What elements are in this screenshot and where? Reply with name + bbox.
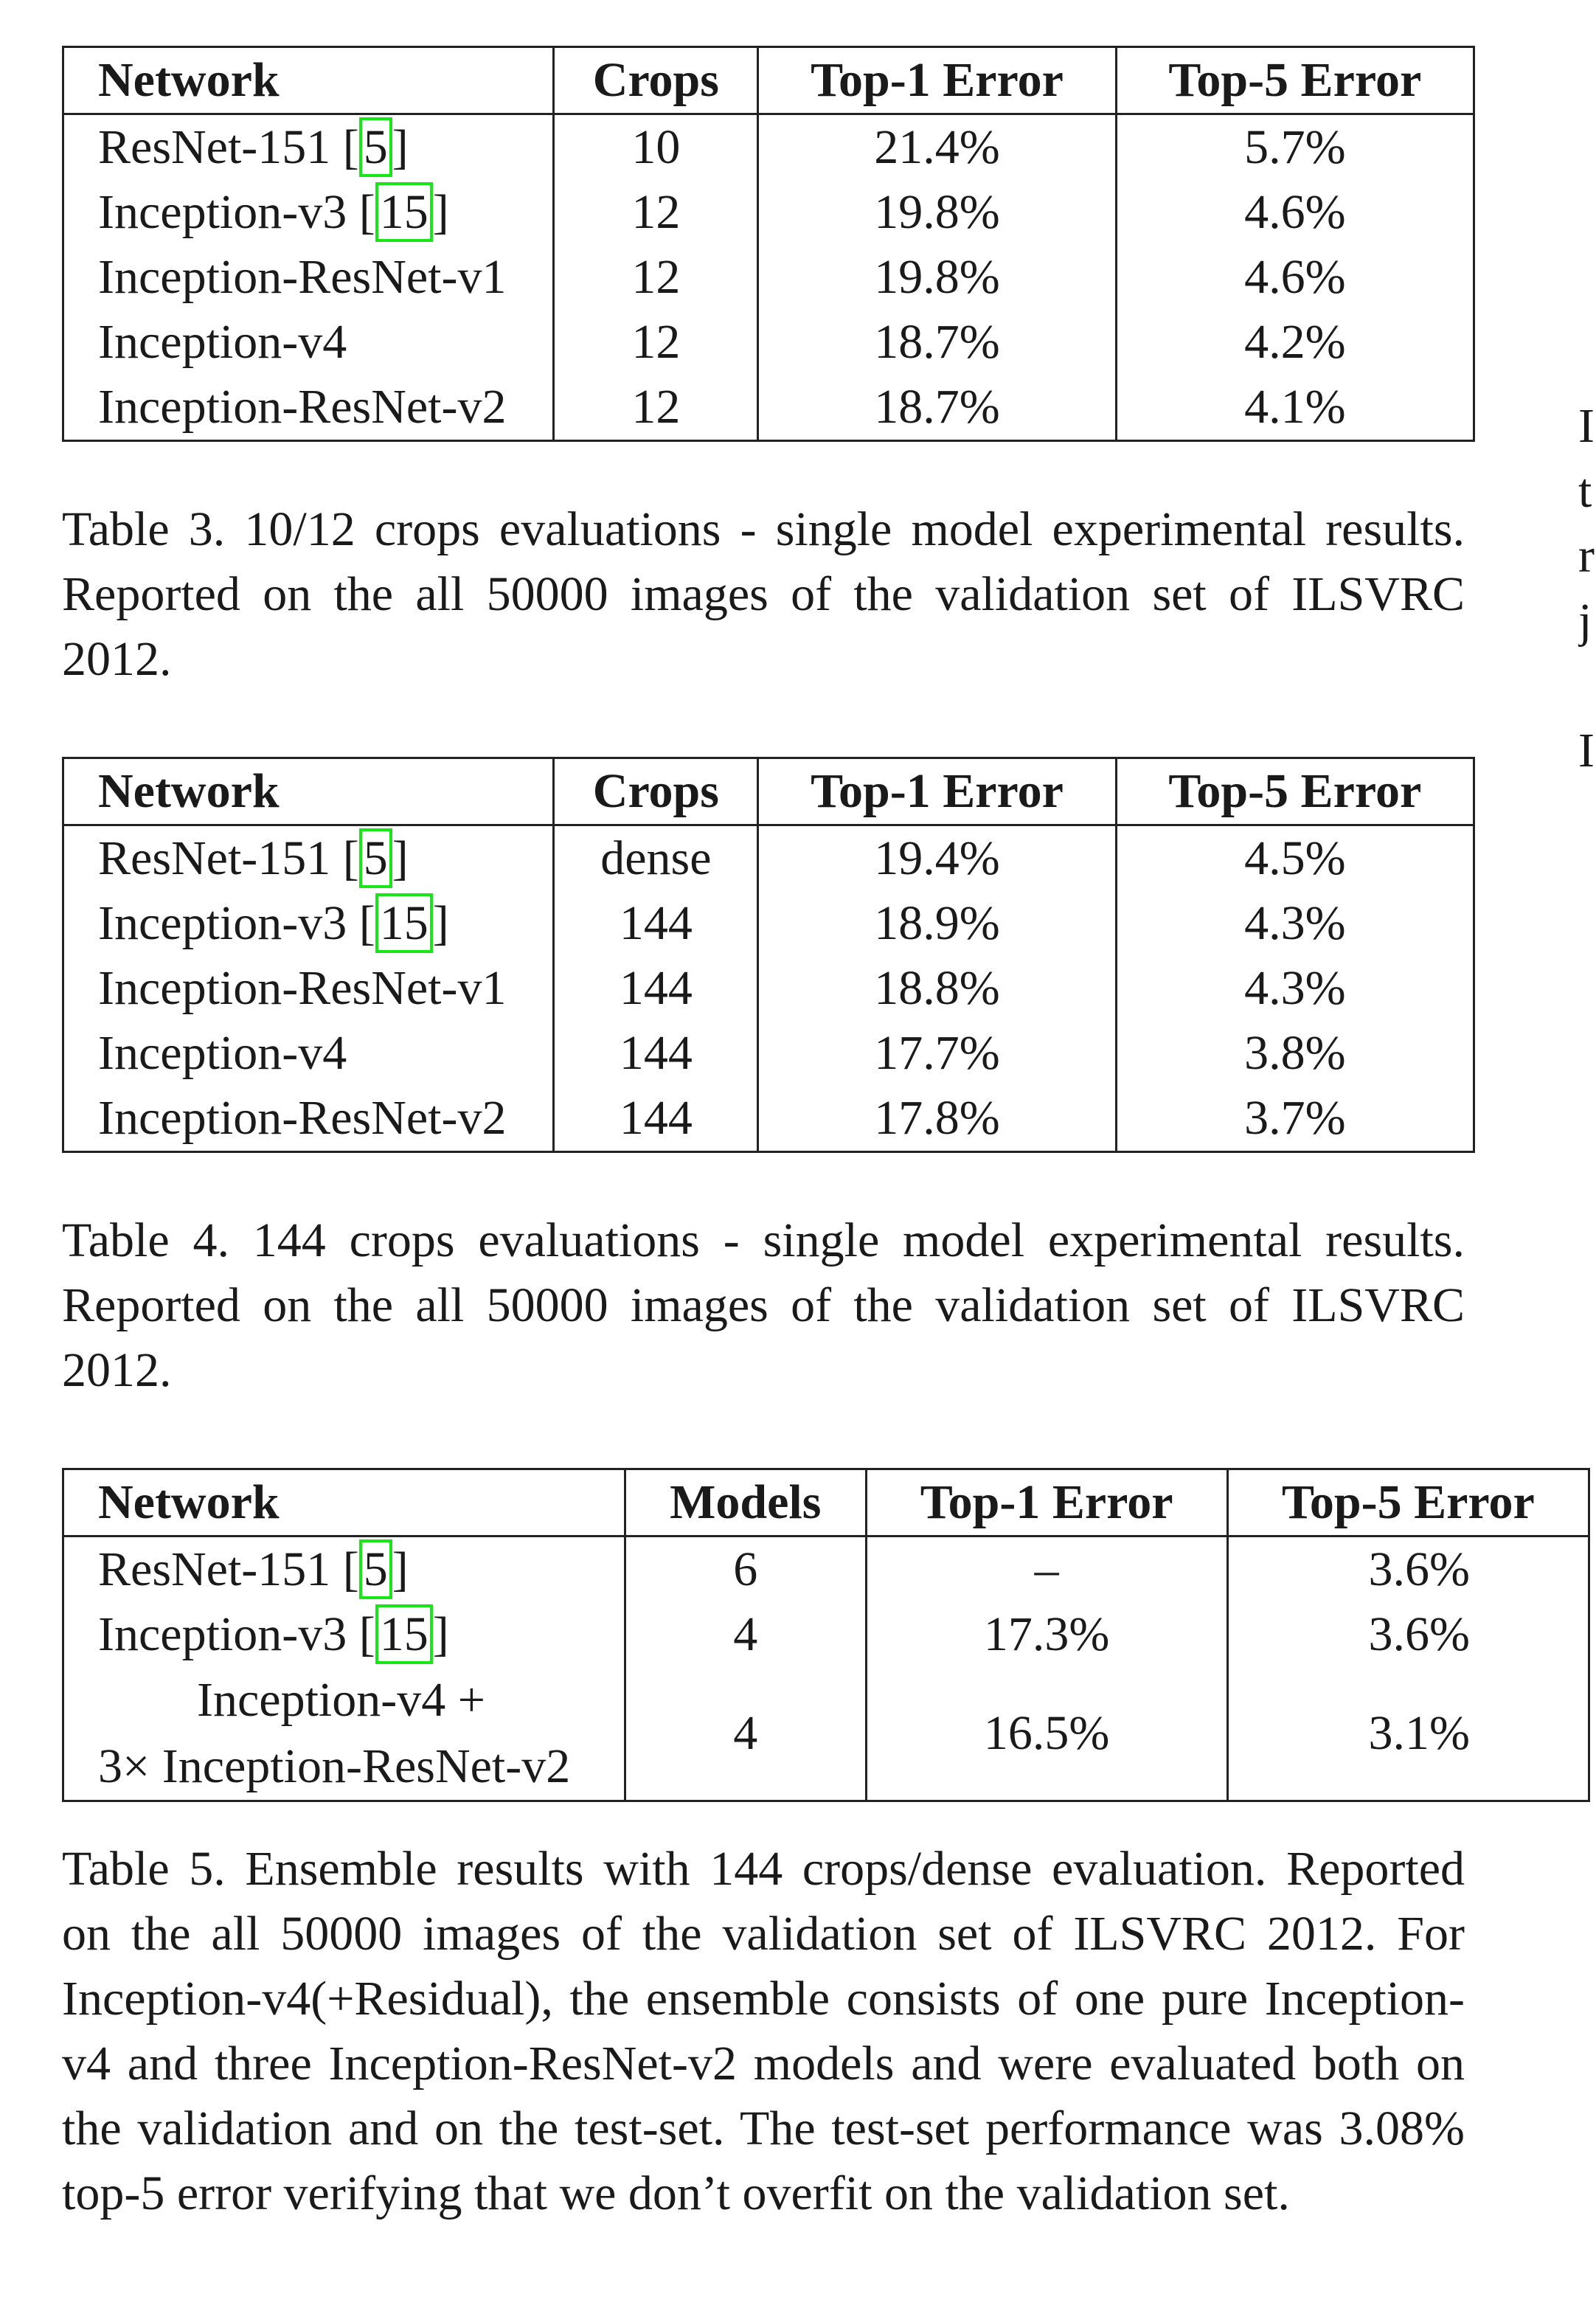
- table-4: [62, 757, 1475, 1153]
- table-5-caption: Table 5. Ensemble results with 144 crops/dense evaluation. Reported on the all 50000 images of the validation set of ILSVRC 2012. For Inception-v4(+Residual), the ensemble consists of one pure Inception-v4 and three Inception-ResNet-v2 models and were evaluated both on the validation and on the test-set. The test-set performance was 3.08% top-5 error verifying that we don’t overfit on the validation set.: [62, 1842, 1465, 2220]
- citation-link[interactable]: 15: [375, 1604, 433, 1664]
- top5-cell: 3.8%: [1116, 1021, 1474, 1086]
- models-cell: 4: [625, 1667, 866, 1801]
- header-top1: Top-1 Error: [866, 1469, 1227, 1536]
- network-cell: Inception-ResNet-v2: [98, 1091, 507, 1145]
- top1-cell: 18.7%: [758, 375, 1116, 441]
- crops-cell: 12: [554, 310, 758, 375]
- table-row: [63, 1086, 1474, 1152]
- top5-cell: 4.5%: [1116, 825, 1474, 892]
- network-cell: ResNet-151 [5]: [63, 114, 554, 181]
- table-row: [63, 825, 1474, 892]
- table-row: [63, 891, 1474, 956]
- header-crops: Crops: [554, 47, 758, 114]
- top5-cell: 4.6%: [1116, 245, 1474, 310]
- margin-fragment: j: [1578, 594, 1592, 648]
- network-name: ResNet-151: [98, 831, 331, 885]
- table-row: [63, 375, 1474, 441]
- top5-cell: 3.6%: [1227, 1536, 1589, 1603]
- table-4-header-row: [63, 758, 1474, 825]
- crops-cell: 144: [554, 891, 758, 956]
- header-network: Network: [98, 764, 280, 818]
- table-4-caption: Table 4. 144 crops evaluations - single model experimental results. Reported on the all 50000 images of the validation set of ILSVRC 2012.: [62, 1213, 1465, 1397]
- top5-cell: 3.6%: [1227, 1602, 1589, 1667]
- table-row: [63, 310, 1474, 375]
- table-3-header-row: [63, 47, 1474, 114]
- header-top1: Top-1 Error: [758, 47, 1116, 114]
- table-3: [62, 46, 1475, 442]
- network-name: ResNet-151: [98, 120, 331, 174]
- table-row: [63, 1536, 1589, 1603]
- network-cell: ResNet-151 [5]: [63, 1536, 625, 1603]
- top1-cell: 17.8%: [758, 1086, 1116, 1152]
- network-cell: Inception-v3 [15]: [63, 1602, 625, 1667]
- header-network: Network: [98, 53, 280, 107]
- crops-cell: 144: [554, 956, 758, 1021]
- table-row: [63, 1021, 1474, 1086]
- crops-cell: 144: [554, 1021, 758, 1086]
- margin-fragment: r: [1578, 529, 1595, 583]
- top1-cell: 19.8%: [758, 180, 1116, 245]
- top1-cell: 18.8%: [758, 956, 1116, 1021]
- header-network: Network: [98, 1475, 280, 1529]
- table-row: [63, 1602, 1589, 1667]
- crops-cell: 12: [554, 180, 758, 245]
- table-row: [63, 114, 1474, 181]
- top5-cell: 5.7%: [1116, 114, 1474, 181]
- top1-cell: 17.3%: [866, 1602, 1227, 1667]
- crops-cell: 144: [554, 1086, 758, 1152]
- crops-cell: 12: [554, 245, 758, 310]
- table-5-header-row: [63, 1469, 1589, 1536]
- table-3-caption: Table 3. 10/12 crops evaluations - single model experimental results. Reported on the all 50000 images of the validation set of ILSVRC 2012.: [62, 502, 1465, 686]
- table-row: [63, 956, 1474, 1021]
- citation-link[interactable]: 5: [359, 828, 392, 888]
- network-cell: Inception-v4: [98, 315, 347, 369]
- table-row: [63, 245, 1474, 310]
- header-top5: Top-5 Error: [1116, 47, 1474, 114]
- crops-cell: 12: [554, 375, 758, 441]
- network-name: ResNet-151: [98, 1542, 331, 1596]
- top5-cell: 4.1%: [1116, 375, 1474, 441]
- top5-cell: 3.7%: [1116, 1086, 1474, 1152]
- top1-cell: 17.7%: [758, 1021, 1116, 1086]
- top5-cell: 4.3%: [1116, 956, 1474, 1021]
- table-row-ensemble: [63, 1667, 1589, 1801]
- network-cell: Inception-ResNet-v2: [98, 380, 507, 434]
- network-name: Inception-v3: [98, 185, 347, 239]
- network-cell: Inception-v3 [15]: [63, 891, 554, 956]
- network-cell: Inception-ResNet-v1: [98, 250, 507, 304]
- network-cell: ResNet-151 [5]: [63, 825, 554, 892]
- network-cell: Inception-ResNet-v1: [98, 961, 507, 1015]
- network-cell: Inception-v4: [98, 1026, 347, 1080]
- header-top1: Top-1 Error: [758, 758, 1116, 825]
- citation-link[interactable]: 5: [359, 117, 392, 177]
- top1-cell: –: [866, 1536, 1227, 1603]
- top5-cell: 4.2%: [1116, 310, 1474, 375]
- header-models: Models: [625, 1469, 866, 1536]
- network-cell: [63, 1667, 625, 1801]
- top1-cell: 18.7%: [758, 310, 1116, 375]
- top5-cell: 3.1%: [1227, 1667, 1589, 1801]
- top5-cell: 4.6%: [1116, 180, 1474, 245]
- ensemble-name-line2: 3× Inception-ResNet-v2: [98, 1739, 571, 1793]
- citation-link[interactable]: 5: [359, 1539, 392, 1599]
- models-cell: 6: [625, 1536, 866, 1603]
- top5-cell: 4.3%: [1116, 891, 1474, 956]
- crops-cell: dense: [554, 825, 758, 892]
- header-top5: Top-5 Error: [1116, 758, 1474, 825]
- network-cell: Inception-v3 [15]: [63, 180, 554, 245]
- top1-cell: 16.5%: [866, 1667, 1227, 1801]
- citation-link[interactable]: 15: [375, 893, 433, 953]
- top1-cell: 19.8%: [758, 245, 1116, 310]
- margin-fragment: I: [1578, 399, 1595, 453]
- table-row: [63, 180, 1474, 245]
- margin-fragment: I: [1578, 724, 1595, 777]
- header-top5: Top-5 Error: [1227, 1469, 1589, 1536]
- ensemble-name-line1: Inception-v4 +: [197, 1673, 485, 1727]
- citation-link[interactable]: 15: [375, 182, 433, 242]
- top1-cell: 19.4%: [758, 825, 1116, 892]
- top1-cell: 21.4%: [758, 114, 1116, 181]
- crops-cell: 10: [554, 114, 758, 181]
- top1-cell: 18.9%: [758, 891, 1116, 956]
- margin-fragment: t: [1578, 464, 1592, 518]
- network-name: Inception-v3: [98, 896, 347, 950]
- header-crops: Crops: [554, 758, 758, 825]
- network-name: Inception-v3: [98, 1607, 347, 1661]
- models-cell: 4: [625, 1602, 866, 1667]
- table-5: [62, 1468, 1590, 1802]
